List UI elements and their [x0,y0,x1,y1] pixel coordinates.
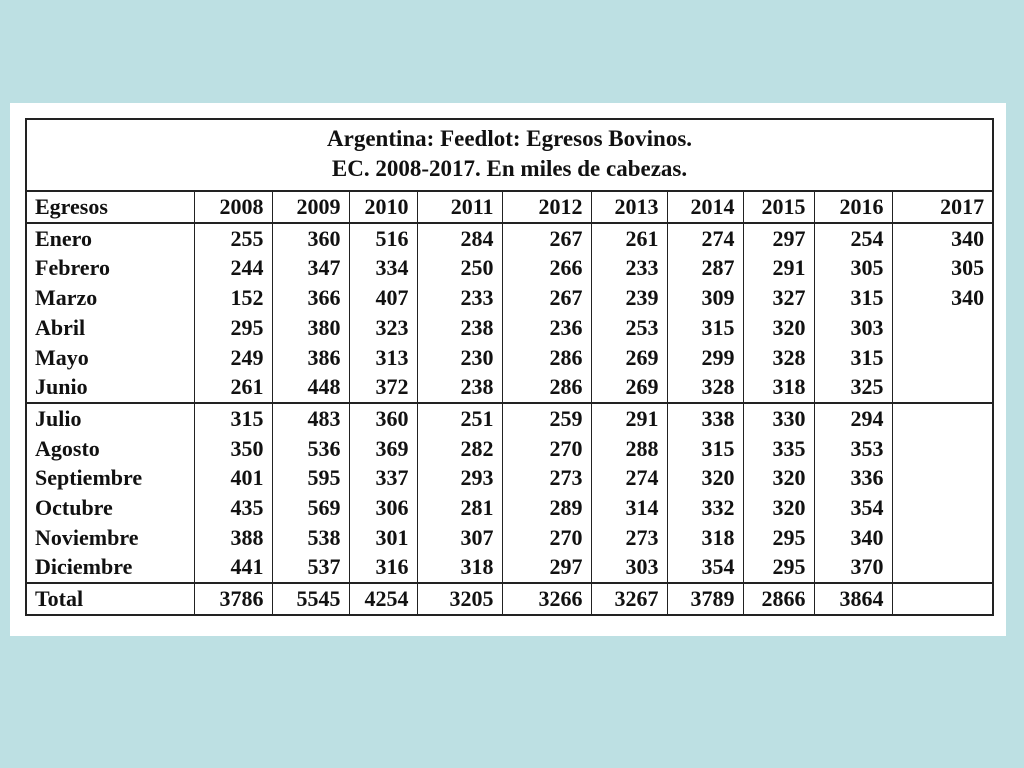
table-cell: 281 [417,493,502,523]
table-cell: 253 [591,313,667,343]
table-cell: 401 [194,463,272,493]
table-cell [892,493,993,523]
table-row [26,283,993,313]
table-cell: 325 [814,372,892,403]
table-title: Argentina: Feedlot: Egresos Bovinos. [327,126,693,151]
table-cell: 282 [417,434,502,464]
column-header-year: 2011 [417,191,502,223]
column-header-year: 2016 [814,191,892,223]
table-cell: 251 [417,403,502,434]
table-cell: 318 [743,372,814,403]
table-cell: 284 [417,223,502,254]
table-body [26,223,993,615]
row-label: Septiembre [26,463,194,493]
table-cell [892,403,993,434]
table-cell: 386 [272,343,349,373]
table-row [26,552,993,583]
table-title-cell [26,119,993,191]
header-row [26,191,993,223]
table-row [26,253,993,283]
row-label: Noviembre [26,523,194,553]
table-row [26,313,993,343]
table-cell: 250 [417,253,502,283]
table-cell: 360 [349,403,417,434]
table-cell: 516 [349,223,417,254]
column-header-year: 2013 [591,191,667,223]
table-cell: 328 [743,343,814,373]
table-cell: 295 [194,313,272,343]
table-cell: 536 [272,434,349,464]
table-cell [892,372,993,403]
table-cell: 388 [194,523,272,553]
data-table [25,118,994,616]
table-row [26,372,993,403]
table-subtitle: EC. 2008-2017. En miles de cabezas. [331,156,688,181]
table-cell: 366 [272,283,349,313]
table-cell: 372 [349,372,417,403]
table-cell: 441 [194,552,272,583]
table-cell: 340 [814,523,892,553]
table-cell: 569 [272,493,349,523]
table-cell: 291 [743,253,814,283]
table-cell: 286 [502,372,591,403]
table-cell: 236 [502,313,591,343]
table-cell [892,523,993,553]
table-cell: 239 [591,283,667,313]
table-cell: 328 [667,372,743,403]
table-cell: 337 [349,463,417,493]
table-row [26,434,993,464]
table-cell: 3786 [194,583,272,615]
table-cell: 269 [591,343,667,373]
table-cell: 448 [272,372,349,403]
table-cell: 335 [743,434,814,464]
table-cell: 294 [814,403,892,434]
table-cell: 354 [814,493,892,523]
table-cell: 293 [417,463,502,493]
table-cell: 537 [272,552,349,583]
table-cell: 3205 [417,583,502,615]
row-label: Julio [26,403,194,434]
row-label: Agosto [26,434,194,464]
row-label: Abril [26,313,194,343]
column-header-year: 2009 [272,191,349,223]
table-cell: 259 [502,403,591,434]
table-cell: 269 [591,372,667,403]
table-cell: 320 [667,463,743,493]
table-cell: 407 [349,283,417,313]
row-label: Marzo [26,283,194,313]
row-label: Total [26,583,194,615]
table-cell: 370 [814,552,892,583]
column-header-year: 2015 [743,191,814,223]
table-cell: 435 [194,493,272,523]
table-cell: 315 [814,283,892,313]
table-cell: 3266 [502,583,591,615]
table-cell: 315 [667,313,743,343]
table-cell: 267 [502,223,591,254]
column-header-year: 2008 [194,191,272,223]
table-cell: 320 [743,463,814,493]
table-cell: 299 [667,343,743,373]
table-cell: 354 [667,552,743,583]
table-cell: 233 [417,283,502,313]
table-cell [892,343,993,373]
table-cell: 274 [591,463,667,493]
row-label: Junio [26,372,194,403]
table-cell [892,313,993,343]
column-header-year: 2017 [892,191,993,223]
row-label: Octubre [26,493,194,523]
table-cell: 5545 [272,583,349,615]
row-label: Febrero [26,253,194,283]
table-cell: 238 [417,372,502,403]
table-cell: 307 [417,523,502,553]
table-cell: 350 [194,434,272,464]
table-cell: 318 [417,552,502,583]
table-cell: 255 [194,223,272,254]
table-cell: 305 [892,253,993,283]
table-cell: 266 [502,253,591,283]
table-cell: 309 [667,283,743,313]
table-cell: 320 [743,493,814,523]
table-cell: 273 [591,523,667,553]
table-cell: 274 [667,223,743,254]
row-label: Diciembre [26,552,194,583]
table-cell: 314 [591,493,667,523]
table-cell: 332 [667,493,743,523]
table-cell: 270 [502,434,591,464]
table-cell: 369 [349,434,417,464]
table-cell: 3789 [667,583,743,615]
table-cell: 2866 [743,583,814,615]
table-cell: 327 [743,283,814,313]
table-cell: 315 [814,343,892,373]
table-cell: 340 [892,223,993,254]
row-label: Enero [26,223,194,254]
table-cell: 483 [272,403,349,434]
table-cell: 330 [743,403,814,434]
table-cell: 295 [743,523,814,553]
table-row [26,493,993,523]
column-header-year: 2010 [349,191,417,223]
table-cell: 291 [591,403,667,434]
table-cell: 340 [892,283,993,313]
table-cell: 538 [272,523,349,553]
table-cell: 297 [502,552,591,583]
table-cell: 305 [814,253,892,283]
table-cell: 316 [349,552,417,583]
table-cell: 336 [814,463,892,493]
table-cell: 289 [502,493,591,523]
table-cell: 353 [814,434,892,464]
table-cell: 273 [502,463,591,493]
table-cell: 270 [502,523,591,553]
table-cell: 4254 [349,583,417,615]
table-cell: 288 [591,434,667,464]
table-cell: 303 [814,313,892,343]
table-cell: 261 [194,372,272,403]
table-row [26,223,993,254]
table-cell: 315 [667,434,743,464]
total-row [26,583,993,615]
table-cell: 249 [194,343,272,373]
table-row [26,403,993,434]
table-cell: 334 [349,253,417,283]
table-cell: 323 [349,313,417,343]
table-cell [892,434,993,464]
table-cell: 338 [667,403,743,434]
table-cell: 286 [502,343,591,373]
row-label: Mayo [26,343,194,373]
column-header-label: Egresos [26,191,194,223]
table-cell [892,552,993,583]
table-cell: 303 [591,552,667,583]
table-cell: 152 [194,283,272,313]
table-cell: 306 [349,493,417,523]
table-cell: 318 [667,523,743,553]
table-cell: 313 [349,343,417,373]
table-cell: 238 [417,313,502,343]
table-cell: 230 [417,343,502,373]
table-row [26,523,993,553]
table-sheet [10,103,1006,636]
table-cell: 287 [667,253,743,283]
table-cell: 267 [502,283,591,313]
table-cell: 261 [591,223,667,254]
table-cell: 595 [272,463,349,493]
table-cell: 301 [349,523,417,553]
table-cell: 244 [194,253,272,283]
table-cell: 347 [272,253,349,283]
table-cell: 320 [743,313,814,343]
table-cell [892,463,993,493]
column-header-year: 2014 [667,191,743,223]
table-row [26,463,993,493]
table-cell: 254 [814,223,892,254]
table-cell: 3267 [591,583,667,615]
table-cell: 295 [743,552,814,583]
table-cell: 297 [743,223,814,254]
table-cell: 315 [194,403,272,434]
table-cell: 380 [272,313,349,343]
table-cell: 3864 [814,583,892,615]
table-cell: 360 [272,223,349,254]
table-cell: 233 [591,253,667,283]
table-row [26,343,993,373]
table-cell [892,583,993,615]
column-header-year: 2012 [502,191,591,223]
